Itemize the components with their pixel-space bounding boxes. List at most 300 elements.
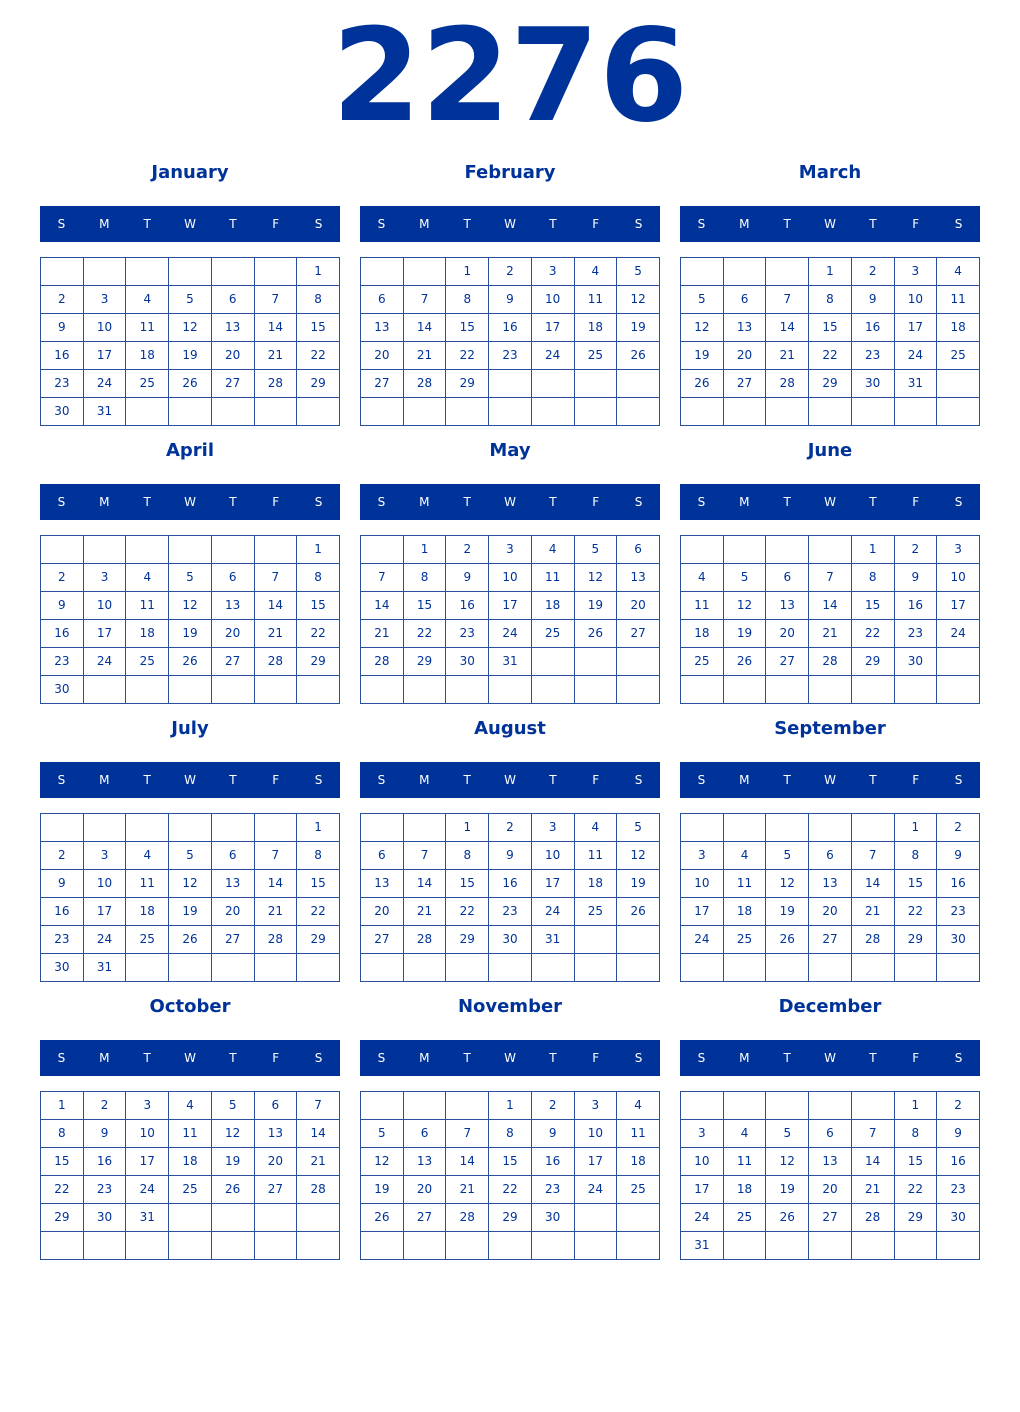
day-cell: 16 — [937, 1148, 980, 1176]
month-name: November — [457, 996, 563, 1017]
day-cell: 23 — [83, 1176, 126, 1204]
week-row — [681, 564, 980, 592]
day-cell: 1 — [446, 814, 489, 842]
day-cell: 24 — [126, 1176, 169, 1204]
week-row — [681, 814, 980, 842]
day-cell — [211, 1232, 254, 1260]
day-cell: 10 — [894, 286, 937, 314]
day-cell: 11 — [169, 1120, 212, 1148]
day-cell: 20 — [809, 1176, 852, 1204]
weekday-label: M — [739, 1051, 750, 1065]
weekday-label: S — [697, 1051, 706, 1065]
weekday-label: S — [314, 495, 323, 509]
day-cell — [574, 370, 617, 398]
day-cell: 16 — [851, 314, 894, 342]
week-row — [681, 648, 980, 676]
day-cell: 23 — [41, 926, 84, 954]
day-cell — [211, 536, 254, 564]
day-cell: 20 — [766, 620, 809, 648]
day-cell: 22 — [489, 1176, 532, 1204]
day-cell: 9 — [531, 1120, 574, 1148]
day-cell: 19 — [169, 898, 212, 926]
day-cell: 15 — [894, 1148, 937, 1176]
week-row — [681, 898, 980, 926]
weekday-label: W — [824, 773, 836, 787]
day-cell — [211, 814, 254, 842]
day-cell: 31 — [126, 1204, 169, 1232]
weekday-label: S — [314, 217, 323, 231]
day-cell — [723, 1092, 766, 1120]
week-row — [41, 286, 340, 314]
day-cell: 25 — [169, 1176, 212, 1204]
day-cell: 17 — [83, 620, 126, 648]
day-cell: 12 — [169, 592, 212, 620]
day-cell: 5 — [211, 1092, 254, 1120]
day-cell: 28 — [361, 648, 404, 676]
weekday-label: F — [272, 773, 280, 787]
day-cell — [723, 814, 766, 842]
day-cell: 11 — [574, 842, 617, 870]
day-cell — [681, 536, 724, 564]
weekday-label: F — [912, 495, 920, 509]
weekday-label: T — [869, 217, 877, 231]
day-cell — [894, 398, 937, 426]
day-cell: 5 — [766, 1120, 809, 1148]
day-cell: 9 — [83, 1120, 126, 1148]
day-cell: 18 — [574, 314, 617, 342]
week-row — [681, 1204, 980, 1232]
day-cell: 27 — [361, 370, 404, 398]
day-cell: 6 — [403, 1120, 446, 1148]
weekday-label: M — [419, 1051, 430, 1065]
day-cell: 1 — [809, 258, 852, 286]
day-cell — [489, 1232, 532, 1260]
day-cell: 1 — [403, 536, 446, 564]
day-cell: 11 — [531, 564, 574, 592]
day-cell: 9 — [489, 286, 532, 314]
day-cell: 15 — [851, 592, 894, 620]
day-cell: 5 — [723, 564, 766, 592]
month-name: July — [171, 718, 209, 739]
day-cell: 24 — [681, 926, 724, 954]
day-cell — [254, 1232, 297, 1260]
day-cell — [83, 814, 126, 842]
day-cell — [766, 258, 809, 286]
day-cell — [446, 954, 489, 982]
day-cell: 25 — [723, 1204, 766, 1232]
day-cell: 1 — [297, 814, 340, 842]
day-cell — [574, 1204, 617, 1232]
day-cell — [851, 676, 894, 704]
day-cell: 3 — [531, 814, 574, 842]
day-cell: 26 — [169, 926, 212, 954]
day-cell: 24 — [937, 620, 980, 648]
weekday-label: S — [314, 773, 323, 787]
day-cell — [489, 398, 532, 426]
day-cell: 8 — [894, 842, 937, 870]
day-cell: 11 — [126, 592, 169, 620]
day-cell — [169, 398, 212, 426]
week-row — [361, 1204, 660, 1232]
weekday-label: F — [912, 1051, 920, 1065]
day-cell: 14 — [809, 592, 852, 620]
day-cell — [361, 1232, 404, 1260]
month-name: August — [474, 718, 546, 739]
week-row — [681, 592, 980, 620]
day-cell — [297, 398, 340, 426]
day-cell — [169, 1232, 212, 1260]
day-cell: 10 — [126, 1120, 169, 1148]
day-cell: 3 — [83, 842, 126, 870]
day-cell: 8 — [403, 564, 446, 592]
day-cell — [723, 536, 766, 564]
day-cell: 8 — [297, 564, 340, 592]
day-cell: 20 — [211, 620, 254, 648]
day-cell: 12 — [723, 592, 766, 620]
day-cell: 19 — [574, 592, 617, 620]
day-cell: 3 — [574, 1092, 617, 1120]
week-row — [361, 1232, 660, 1260]
day-cell: 20 — [809, 898, 852, 926]
day-cell: 4 — [126, 286, 169, 314]
day-grid — [680, 813, 980, 982]
day-cell — [126, 398, 169, 426]
week-row — [41, 842, 340, 870]
day-cell: 2 — [894, 536, 937, 564]
day-cell: 16 — [531, 1148, 574, 1176]
week-row — [361, 926, 660, 954]
week-row — [681, 926, 980, 954]
day-cell — [41, 536, 84, 564]
day-cell — [126, 814, 169, 842]
day-cell — [254, 676, 297, 704]
weekday-label: M — [99, 1051, 110, 1065]
day-cell: 12 — [681, 314, 724, 342]
weekday-header — [40, 206, 340, 242]
day-cell: 9 — [41, 592, 84, 620]
day-cell: 8 — [41, 1120, 84, 1148]
day-cell: 8 — [446, 286, 489, 314]
day-cell — [766, 676, 809, 704]
weekday-header — [40, 1040, 340, 1076]
day-cell: 28 — [851, 1204, 894, 1232]
day-cell: 29 — [297, 926, 340, 954]
day-cell: 20 — [254, 1148, 297, 1176]
day-cell: 13 — [211, 870, 254, 898]
day-cell: 12 — [617, 842, 660, 870]
day-cell: 8 — [297, 286, 340, 314]
day-cell: 20 — [403, 1176, 446, 1204]
day-cell: 21 — [254, 898, 297, 926]
day-cell: 1 — [894, 1092, 937, 1120]
weekday-label: T — [549, 217, 557, 231]
week-row — [681, 398, 980, 426]
day-cell: 11 — [126, 870, 169, 898]
day-cell: 15 — [894, 870, 937, 898]
day-cell — [211, 1204, 254, 1232]
day-cell: 1 — [297, 258, 340, 286]
weekday-label: S — [634, 773, 643, 787]
day-cell: 21 — [254, 620, 297, 648]
day-cell: 16 — [489, 870, 532, 898]
day-cell: 20 — [723, 342, 766, 370]
day-cell: 30 — [489, 926, 532, 954]
week-row — [681, 1148, 980, 1176]
day-cell: 7 — [766, 286, 809, 314]
weekday-label: M — [739, 495, 750, 509]
day-cell: 1 — [851, 536, 894, 564]
day-cell: 12 — [169, 870, 212, 898]
day-cell: 19 — [617, 314, 660, 342]
day-cell: 27 — [809, 1204, 852, 1232]
day-cell: 3 — [83, 564, 126, 592]
weekday-label: W — [184, 495, 196, 509]
day-cell: 3 — [531, 258, 574, 286]
day-cell: 27 — [403, 1204, 446, 1232]
day-cell — [574, 676, 617, 704]
weekday-header — [680, 484, 980, 520]
day-cell: 26 — [766, 1204, 809, 1232]
day-grid — [40, 1091, 340, 1260]
week-row — [361, 870, 660, 898]
day-cell: 2 — [937, 1092, 980, 1120]
day-cell — [809, 814, 852, 842]
day-cell: 13 — [617, 564, 660, 592]
day-cell — [254, 954, 297, 982]
day-cell: 30 — [937, 926, 980, 954]
weekday-label: S — [377, 495, 386, 509]
day-cell: 19 — [361, 1176, 404, 1204]
day-cell: 15 — [446, 870, 489, 898]
day-cell: 16 — [937, 870, 980, 898]
day-cell: 30 — [531, 1204, 574, 1232]
day-cell — [41, 814, 84, 842]
day-grid — [360, 535, 660, 704]
day-cell — [254, 536, 297, 564]
day-cell: 25 — [681, 648, 724, 676]
day-cell: 14 — [254, 870, 297, 898]
day-cell — [894, 1232, 937, 1260]
day-cell — [574, 926, 617, 954]
day-cell: 19 — [766, 898, 809, 926]
day-cell — [723, 398, 766, 426]
day-cell: 12 — [766, 870, 809, 898]
day-cell: 6 — [254, 1092, 297, 1120]
day-cell: 15 — [489, 1148, 532, 1176]
weekday-label: S — [377, 217, 386, 231]
day-cell: 10 — [531, 842, 574, 870]
day-cell — [126, 1232, 169, 1260]
day-cell: 29 — [41, 1204, 84, 1232]
day-cell: 14 — [361, 592, 404, 620]
weekday-label: M — [99, 495, 110, 509]
day-cell: 13 — [211, 592, 254, 620]
day-cell: 31 — [681, 1232, 724, 1260]
week-row — [361, 1120, 660, 1148]
week-row — [681, 870, 980, 898]
day-cell: 14 — [851, 1148, 894, 1176]
day-cell — [851, 1232, 894, 1260]
day-cell: 7 — [446, 1120, 489, 1148]
day-cell: 26 — [617, 342, 660, 370]
day-cell: 29 — [851, 648, 894, 676]
week-row — [41, 1176, 340, 1204]
day-cell: 21 — [809, 620, 852, 648]
week-row — [681, 286, 980, 314]
weekday-label: W — [504, 773, 516, 787]
day-cell: 11 — [574, 286, 617, 314]
day-cell: 13 — [809, 870, 852, 898]
day-cell: 10 — [681, 870, 724, 898]
day-cell: 25 — [574, 898, 617, 926]
week-row — [361, 842, 660, 870]
week-row — [681, 1232, 980, 1260]
day-cell — [489, 954, 532, 982]
day-cell: 9 — [446, 564, 489, 592]
day-cell: 16 — [446, 592, 489, 620]
weekday-label: S — [697, 495, 706, 509]
day-cell: 27 — [254, 1176, 297, 1204]
day-cell — [254, 398, 297, 426]
day-cell — [83, 536, 126, 564]
day-cell — [403, 814, 446, 842]
day-cell — [446, 676, 489, 704]
day-cell: 23 — [489, 342, 532, 370]
day-cell: 4 — [723, 842, 766, 870]
day-cell: 6 — [361, 842, 404, 870]
week-row — [681, 842, 980, 870]
day-grid — [360, 813, 660, 982]
day-cell: 10 — [83, 314, 126, 342]
month-name: December — [778, 996, 882, 1017]
day-cell: 26 — [723, 648, 766, 676]
day-cell: 21 — [851, 1176, 894, 1204]
week-row — [361, 286, 660, 314]
week-row — [361, 536, 660, 564]
day-cell: 18 — [723, 1176, 766, 1204]
day-cell — [446, 1232, 489, 1260]
weekday-label: T — [143, 773, 151, 787]
week-row — [41, 1232, 340, 1260]
weekday-label: F — [912, 773, 920, 787]
day-cell: 1 — [446, 258, 489, 286]
day-cell: 18 — [531, 592, 574, 620]
day-cell: 12 — [617, 286, 660, 314]
weekday-label: S — [954, 773, 963, 787]
day-cell: 19 — [169, 342, 212, 370]
day-cell: 2 — [489, 814, 532, 842]
weekday-label: T — [229, 773, 237, 787]
day-cell: 3 — [937, 536, 980, 564]
day-cell: 27 — [211, 648, 254, 676]
day-cell: 18 — [617, 1148, 660, 1176]
day-cell: 17 — [574, 1148, 617, 1176]
week-row — [681, 676, 980, 704]
day-cell: 14 — [766, 314, 809, 342]
day-cell — [574, 398, 617, 426]
day-cell: 19 — [169, 620, 212, 648]
day-cell: 7 — [254, 842, 297, 870]
day-cell: 13 — [723, 314, 766, 342]
week-row — [361, 564, 660, 592]
weekday-label: T — [143, 495, 151, 509]
day-cell — [809, 954, 852, 982]
day-cell: 4 — [574, 814, 617, 842]
weekday-label: S — [954, 495, 963, 509]
day-cell: 13 — [766, 592, 809, 620]
day-cell: 20 — [617, 592, 660, 620]
day-cell: 22 — [403, 620, 446, 648]
day-cell: 11 — [681, 592, 724, 620]
day-cell: 17 — [531, 870, 574, 898]
day-cell: 30 — [894, 648, 937, 676]
day-cell: 11 — [723, 870, 766, 898]
day-cell: 17 — [83, 342, 126, 370]
week-row — [361, 1176, 660, 1204]
day-cell: 7 — [403, 286, 446, 314]
day-cell: 16 — [41, 620, 84, 648]
day-cell: 25 — [126, 648, 169, 676]
week-row — [681, 1176, 980, 1204]
day-cell — [446, 398, 489, 426]
day-cell: 6 — [211, 564, 254, 592]
day-cell: 22 — [297, 898, 340, 926]
day-cell: 21 — [851, 898, 894, 926]
weekday-header — [360, 206, 660, 242]
day-cell — [937, 370, 980, 398]
day-cell: 23 — [489, 898, 532, 926]
day-cell: 14 — [254, 592, 297, 620]
day-cell: 24 — [894, 342, 937, 370]
day-cell: 20 — [361, 342, 404, 370]
day-cell — [169, 676, 212, 704]
day-cell: 27 — [723, 370, 766, 398]
day-cell — [809, 398, 852, 426]
day-cell: 2 — [851, 258, 894, 286]
day-cell — [809, 1092, 852, 1120]
day-cell: 22 — [41, 1176, 84, 1204]
week-row — [681, 1120, 980, 1148]
day-cell — [531, 648, 574, 676]
day-cell — [574, 1232, 617, 1260]
day-cell: 4 — [126, 842, 169, 870]
month-name: February — [464, 162, 556, 183]
day-cell — [766, 954, 809, 982]
day-cell: 15 — [809, 314, 852, 342]
day-cell: 30 — [41, 676, 84, 704]
weekday-label: T — [229, 217, 237, 231]
day-cell: 6 — [211, 842, 254, 870]
weekday-label: T — [783, 773, 791, 787]
weekday-label: S — [377, 773, 386, 787]
day-cell: 21 — [361, 620, 404, 648]
day-cell: 31 — [531, 926, 574, 954]
day-cell: 16 — [41, 342, 84, 370]
day-cell: 22 — [446, 898, 489, 926]
weekday-label: S — [57, 495, 66, 509]
day-cell: 5 — [169, 564, 212, 592]
week-row — [41, 926, 340, 954]
day-cell — [851, 814, 894, 842]
day-cell: 20 — [211, 898, 254, 926]
day-cell: 18 — [169, 1148, 212, 1176]
day-cell: 7 — [361, 564, 404, 592]
weekday-label: M — [419, 217, 430, 231]
day-cell — [809, 676, 852, 704]
day-cell — [851, 954, 894, 982]
day-cell: 21 — [403, 898, 446, 926]
day-cell: 14 — [851, 870, 894, 898]
